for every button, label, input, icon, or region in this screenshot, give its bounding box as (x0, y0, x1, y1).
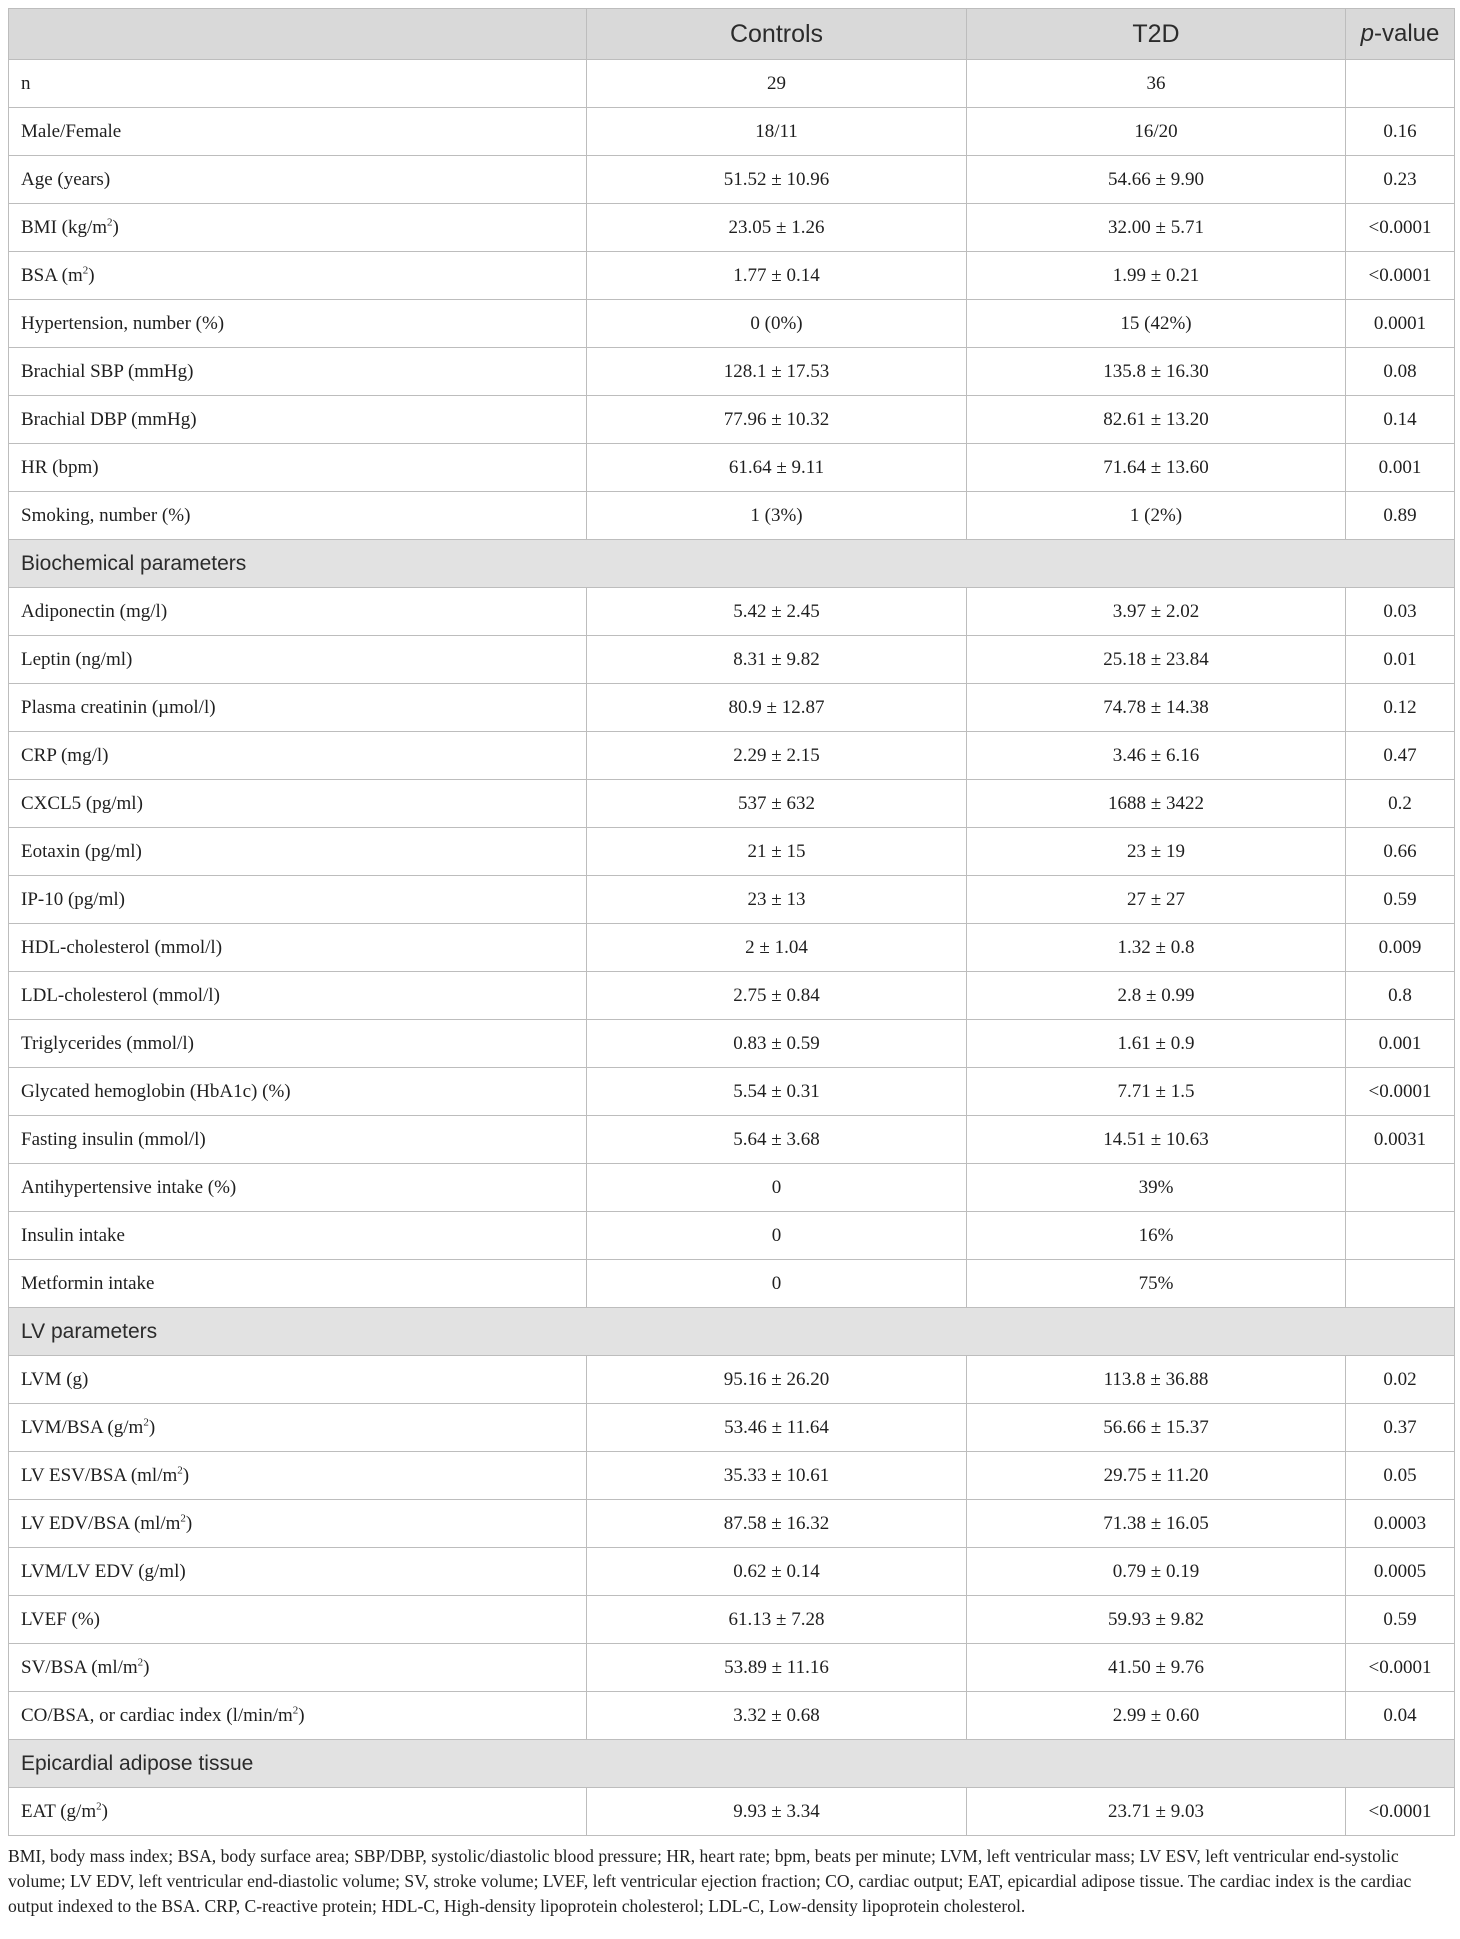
t2d-value: 135.8 ± 16.30 (967, 348, 1346, 396)
p-value (1346, 1260, 1455, 1308)
table-header-row (9, 9, 1455, 60)
p-value: 0.8 (1346, 972, 1455, 1020)
t2d-value: 7.71 ± 1.5 (967, 1068, 1346, 1116)
row-label-text: LVEF (%) (21, 1608, 100, 1630)
t2d-value: 41.50 ± 9.76 (967, 1644, 1346, 1692)
row-label-superscript: 2 (82, 264, 89, 277)
row-label-text: Smoking, number (%) (21, 504, 191, 526)
t2d-value: 75% (967, 1260, 1346, 1308)
t2d-value: 23.71 ± 9.03 (967, 1788, 1346, 1836)
table-row (9, 588, 1455, 636)
controls-value: 1.77 ± 0.14 (587, 252, 967, 300)
t2d-value: 71.38 ± 16.05 (967, 1500, 1346, 1548)
controls-value: 23 ± 13 (587, 876, 967, 924)
row-label-text: CXCL5 (pg/ml) (21, 792, 143, 814)
p-value: 0.37 (1346, 1404, 1455, 1452)
t2d-value: 36 (967, 60, 1346, 108)
p-suffix: -value (1373, 20, 1440, 47)
row-label (9, 1164, 587, 1212)
table-row (9, 348, 1455, 396)
row-label-text: Plasma creatinin (µmol/l) (21, 696, 216, 718)
row-label (9, 1356, 587, 1404)
row-label-text: Adiponectin (mg/l) (21, 600, 168, 622)
row-label (9, 348, 587, 396)
section-title: Epicardial adipose tissue (9, 1740, 1455, 1788)
p-value: 0.0031 (1346, 1116, 1455, 1164)
controls-value: 77.96 ± 10.32 (587, 396, 967, 444)
p-value (1346, 1212, 1455, 1260)
controls-value: 1 (3%) (587, 492, 967, 540)
table-row (9, 1644, 1455, 1692)
table-row (9, 1020, 1455, 1068)
table-row (9, 1212, 1455, 1260)
row-label-text: Glycated hemoglobin (HbA1c) (%) (21, 1080, 291, 1102)
row-label-text: Antihypertensive intake (%) (21, 1176, 237, 1198)
table-row (9, 876, 1455, 924)
row-label-tail: ) (185, 1512, 193, 1534)
table-container (8, 8, 1454, 1919)
row-label-text: LVM/LV EDV (g/ml) (21, 1560, 186, 1582)
row-label (9, 492, 587, 540)
controls-value: 2.75 ± 0.84 (587, 972, 967, 1020)
table-row (9, 636, 1455, 684)
t2d-value: 16% (967, 1212, 1346, 1260)
section-header-row (9, 540, 1455, 588)
section-header-row (9, 1308, 1455, 1356)
row-label (9, 828, 587, 876)
header-controls: Controls (587, 9, 967, 60)
table-row (9, 300, 1455, 348)
row-label-text: SV/BSA (ml/m (21, 1656, 138, 1678)
controls-value: 5.64 ± 3.68 (587, 1116, 967, 1164)
controls-value: 61.13 ± 7.28 (587, 1596, 967, 1644)
row-label-text: LVM/BSA (g/m (21, 1416, 144, 1438)
row-label-text: LV ESV/BSA (ml/m (21, 1464, 178, 1486)
p-value (1346, 60, 1455, 108)
p-value: 0.08 (1346, 348, 1455, 396)
p-value: 0.89 (1346, 492, 1455, 540)
t2d-value: 2.8 ± 0.99 (967, 972, 1346, 1020)
controls-value: 0 (0%) (587, 300, 967, 348)
t2d-value: 32.00 ± 5.71 (967, 204, 1346, 252)
p-value: <0.0001 (1346, 1788, 1455, 1836)
row-label (9, 156, 587, 204)
t2d-value: 1.32 ± 0.8 (967, 924, 1346, 972)
p-value: 0.001 (1346, 1020, 1455, 1068)
t2d-value: 82.61 ± 13.20 (967, 396, 1346, 444)
t2d-value: 23 ± 19 (967, 828, 1346, 876)
row-label (9, 108, 587, 156)
table-row (9, 108, 1455, 156)
row-label-text: Age (years) (21, 168, 111, 190)
row-label-superscript: 2 (137, 1656, 144, 1669)
controls-value: 537 ± 632 (587, 780, 967, 828)
row-label-tail: ) (298, 1704, 305, 1726)
controls-value: 128.1 ± 17.53 (587, 348, 967, 396)
t2d-value: 3.97 ± 2.02 (967, 588, 1346, 636)
controls-value: 53.89 ± 11.16 (587, 1644, 967, 1692)
row-label (9, 1212, 587, 1260)
table-row (9, 396, 1455, 444)
p-value: 0.47 (1346, 732, 1455, 780)
t2d-value: 15 (42%) (967, 300, 1346, 348)
row-label-tail: ) (112, 216, 119, 238)
row-label (9, 780, 587, 828)
table-row (9, 1404, 1455, 1452)
table-row (9, 156, 1455, 204)
p-value: 0.02 (1346, 1356, 1455, 1404)
controls-value: 29 (587, 60, 967, 108)
p-value: 0.12 (1346, 684, 1455, 732)
row-label (9, 1692, 587, 1740)
controls-value: 2 ± 1.04 (587, 924, 967, 972)
p-value: 0.2 (1346, 780, 1455, 828)
p-value: 0.59 (1346, 1596, 1455, 1644)
row-label-text: BSA (m (21, 264, 83, 286)
table-row (9, 1500, 1455, 1548)
row-label (9, 732, 587, 780)
row-label (9, 1452, 587, 1500)
table-row (9, 1068, 1455, 1116)
controls-value: 80.9 ± 12.87 (587, 684, 967, 732)
controls-value: 9.93 ± 3.34 (587, 1788, 967, 1836)
p-value: 0.23 (1346, 156, 1455, 204)
controls-value: 35.33 ± 10.61 (587, 1452, 967, 1500)
table-row (9, 972, 1455, 1020)
controls-value: 23.05 ± 1.26 (587, 204, 967, 252)
row-label-tail: ) (182, 1464, 190, 1486)
p-value: 0.16 (1346, 108, 1455, 156)
row-label (9, 252, 587, 300)
controls-value: 3.32 ± 0.68 (587, 1692, 967, 1740)
row-label-tail: ) (143, 1656, 150, 1678)
t2d-value: 74.78 ± 14.38 (967, 684, 1346, 732)
controls-value: 2.29 ± 2.15 (587, 732, 967, 780)
t2d-value: 2.99 ± 0.60 (967, 1692, 1346, 1740)
p-value: 0.05 (1346, 1452, 1455, 1500)
t2d-value: 59.93 ± 9.82 (967, 1596, 1346, 1644)
table-row (9, 204, 1455, 252)
row-label (9, 636, 587, 684)
table-row (9, 1452, 1455, 1500)
row-label-superscript: 2 (180, 1512, 186, 1525)
p-value: 0.04 (1346, 1692, 1455, 1740)
row-label-text: IP-10 (pg/ml) (21, 888, 125, 910)
t2d-value: 1.61 ± 0.9 (967, 1020, 1346, 1068)
controls-value: 0 (587, 1260, 967, 1308)
p-value: 0.14 (1346, 396, 1455, 444)
p-value: <0.0001 (1346, 204, 1455, 252)
row-label-text: Brachial SBP (mmHg) (21, 360, 194, 382)
row-label (9, 300, 587, 348)
t2d-value: 29.75 ± 11.20 (967, 1452, 1346, 1500)
t2d-value: 25.18 ± 23.84 (967, 636, 1346, 684)
table-row (9, 924, 1455, 972)
table-row (9, 1692, 1455, 1740)
p-value: <0.0001 (1346, 1644, 1455, 1692)
row-label (9, 1260, 587, 1308)
p-value: 0.03 (1346, 588, 1455, 636)
row-label-text: HDL-cholesterol (mmol/l) (21, 936, 223, 958)
row-label-text: Hypertension, number (%) (21, 312, 225, 334)
t2d-value: 39% (967, 1164, 1346, 1212)
row-label (9, 1404, 587, 1452)
t2d-value: 0.79 ± 0.19 (967, 1548, 1346, 1596)
row-label (9, 924, 587, 972)
t2d-value: 71.64 ± 13.60 (967, 444, 1346, 492)
row-label (9, 1548, 587, 1596)
table-row (9, 732, 1455, 780)
table-row (9, 252, 1455, 300)
p-value: 0.0005 (1346, 1548, 1455, 1596)
row-label (9, 1500, 587, 1548)
t2d-value: 27 ± 27 (967, 876, 1346, 924)
row-label-text: Insulin intake (21, 1224, 125, 1246)
row-label (9, 1116, 587, 1164)
row-label (9, 60, 587, 108)
row-label-superscript: 2 (143, 1416, 149, 1429)
p-value: 0.0001 (1346, 300, 1455, 348)
row-label-text: CO/BSA, or cardiac index (l/min/m (21, 1704, 293, 1726)
row-label (9, 1068, 587, 1116)
row-label-text: Brachial DBP (mmHg) (21, 408, 197, 430)
table-row (9, 1356, 1455, 1404)
p-value: 0.66 (1346, 828, 1455, 876)
row-label-text: EAT (g/m (21, 1800, 97, 1822)
data-table (8, 8, 1455, 1836)
row-label (9, 684, 587, 732)
row-label-text: CRP (mg/l) (21, 744, 109, 766)
t2d-value: 1 (2%) (967, 492, 1346, 540)
table-row (9, 1548, 1455, 1596)
row-label-tail: ) (88, 264, 95, 286)
row-label-text: Metformin intake (21, 1272, 155, 1294)
row-label-text: Male/Female (21, 120, 122, 142)
p-value: 0.009 (1346, 924, 1455, 972)
table-row (9, 1116, 1455, 1164)
table-row (9, 780, 1455, 828)
controls-value: 53.46 ± 11.64 (587, 1404, 967, 1452)
row-label-superscript: 2 (107, 216, 113, 229)
table-row (9, 1260, 1455, 1308)
p-value: <0.0001 (1346, 1068, 1455, 1116)
t2d-value: 1688 ± 3422 (967, 780, 1346, 828)
row-label-text: Triglycerides (mmol/l) (21, 1032, 194, 1054)
table-row (9, 1596, 1455, 1644)
row-label (9, 204, 587, 252)
t2d-value: 113.8 ± 36.88 (967, 1356, 1346, 1404)
controls-value: 0.62 ± 0.14 (587, 1548, 967, 1596)
row-label-text: Leptin (ng/ml) (21, 648, 133, 670)
table-row (9, 828, 1455, 876)
controls-value: 51.52 ± 10.96 (587, 156, 967, 204)
t2d-value: 14.51 ± 10.63 (967, 1116, 1346, 1164)
table-row (9, 1788, 1455, 1836)
table-footnote: BMI, body mass index; BSA, body surface area; SBP/DBP, systolic/diastolic blood pressure; HR, heart rate; bpm, beats per minute; LVM, left ventricular mass; LV ESV, left ventricular end-systolic volume; LV EDV, left ventricular end-diastolic volume; SV, stroke volume; LVEF, left ventricular ejection fraction; CO, cardiac output; EAT, epicardial adipose tissue. The cardiac index is the cardiac output indexed to the BSA. CRP, C-reactive protein; HDL-C, High-density lipoprotein cholesterol; LDL-C, Low-density lipoprotein cholesterol. (8, 1846, 1412, 1916)
p-italic: p (1360, 20, 1374, 47)
header-p-value (1346, 9, 1455, 60)
row-label (9, 396, 587, 444)
table-row (9, 60, 1455, 108)
row-label (9, 876, 587, 924)
controls-value: 0.83 ± 0.59 (587, 1020, 967, 1068)
p-value (1346, 1164, 1455, 1212)
row-label-text: Fasting insulin (mmol/l) (21, 1128, 206, 1150)
controls-value: 5.54 ± 0.31 (587, 1068, 967, 1116)
t2d-value: 54.66 ± 9.90 (967, 156, 1346, 204)
row-label-superscript: 2 (96, 1800, 102, 1813)
controls-value: 87.58 ± 16.32 (587, 1500, 967, 1548)
p-value: 0.001 (1346, 444, 1455, 492)
table-row (9, 492, 1455, 540)
row-label-superscript: 2 (292, 1704, 299, 1717)
row-label-text: HR (bpm) (21, 456, 99, 478)
row-label-tail: ) (101, 1800, 108, 1822)
row-label (9, 1644, 587, 1692)
t2d-value: 16/20 (967, 108, 1346, 156)
row-label-text: Eotaxin (pg/ml) (21, 840, 142, 862)
p-value: 0.59 (1346, 876, 1455, 924)
controls-value: 18/11 (587, 108, 967, 156)
row-label (9, 444, 587, 492)
section-header-row (9, 1740, 1455, 1788)
table-row (9, 444, 1455, 492)
table-row (9, 1164, 1455, 1212)
p-value: <0.0001 (1346, 252, 1455, 300)
header-t2d: T2D (967, 9, 1346, 60)
row-label-text: LDL-cholesterol (mmol/l) (21, 984, 220, 1006)
row-label (9, 1020, 587, 1068)
p-value: 0.01 (1346, 636, 1455, 684)
controls-value: 8.31 ± 9.82 (587, 636, 967, 684)
row-label (9, 1788, 587, 1836)
controls-value: 61.64 ± 9.11 (587, 444, 967, 492)
section-title: LV parameters (9, 1308, 1455, 1356)
table-row (9, 684, 1455, 732)
t2d-value: 3.46 ± 6.16 (967, 732, 1346, 780)
controls-value: 21 ± 15 (587, 828, 967, 876)
p-value: 0.0003 (1346, 1500, 1455, 1548)
row-label (9, 1596, 587, 1644)
row-label (9, 588, 587, 636)
t2d-value: 56.66 ± 15.37 (967, 1404, 1346, 1452)
header-label-column (9, 9, 587, 60)
controls-value: 0 (587, 1164, 967, 1212)
controls-value: 0 (587, 1212, 967, 1260)
row-label-tail: ) (148, 1416, 156, 1438)
row-label-text: LVM (g) (21, 1368, 89, 1390)
controls-value: 95.16 ± 26.20 (587, 1356, 967, 1404)
row-label-text: BMI (kg/m (21, 216, 108, 238)
section-title: Biochemical parameters (9, 540, 1455, 588)
row-label-text: LV EDV/BSA (ml/m (21, 1512, 181, 1534)
table-body (9, 60, 1455, 1836)
row-label (9, 972, 587, 1020)
controls-value: 5.42 ± 2.45 (587, 588, 967, 636)
row-label-superscript: 2 (177, 1464, 183, 1477)
t2d-value: 1.99 ± 0.21 (967, 252, 1346, 300)
row-label-text: n (21, 72, 31, 94)
